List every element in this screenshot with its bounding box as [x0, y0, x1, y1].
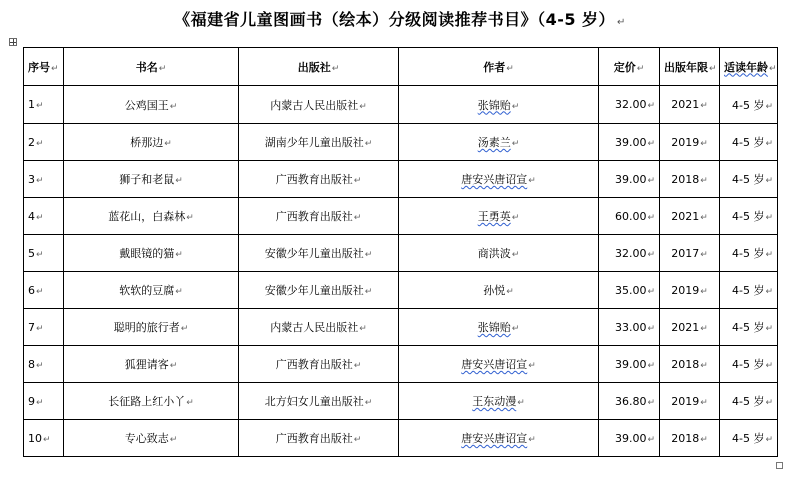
table-resize-handle-icon[interactable]	[776, 462, 783, 469]
cell-year: 2018↵	[660, 161, 720, 198]
header-price: 定价↵	[599, 48, 660, 86]
table-row	[24, 198, 778, 235]
cell-age: 4-5 岁↵	[720, 124, 778, 161]
cell-year: 2018↵	[660, 420, 720, 457]
cell-author: 王东动漫↵	[399, 383, 599, 420]
cell-age: 4-5 岁↵	[720, 272, 778, 309]
cell-no: 5↵	[24, 235, 64, 272]
header-age: 适读年龄↵	[720, 48, 778, 86]
cell-price: 35.00↵	[599, 272, 660, 309]
cell-title: 戴眼镜的猫↵	[64, 235, 239, 272]
table-row	[24, 235, 778, 272]
cell-publisher: 安徽少年儿童出版社↵	[239, 272, 399, 309]
header-year: 出版年限↵	[660, 48, 720, 86]
header-title: 书名↵	[64, 48, 239, 86]
cell-author: 汤素兰↵	[399, 124, 599, 161]
cell-price: 39.00↵	[599, 161, 660, 198]
cell-publisher: 广西教育出版社↵	[239, 198, 399, 235]
cell-year: 2021↵	[660, 309, 720, 346]
cell-author: 王勇英↵	[399, 198, 599, 235]
document-title	[0, 9, 800, 34]
cell-title: 桥那边↵	[64, 124, 239, 161]
cell-publisher: 广西教育出版社↵	[239, 420, 399, 457]
table-body	[24, 86, 778, 457]
table-row	[24, 383, 778, 420]
cell-price: 39.00↵	[599, 420, 660, 457]
cell-title: 聪明的旅行者↵	[64, 309, 239, 346]
cell-author: 张锦贻↵	[399, 309, 599, 346]
cell-no: 8↵	[24, 346, 64, 383]
cell-price: 36.80↵	[599, 383, 660, 420]
cell-no: 2↵	[24, 124, 64, 161]
cell-price: 39.00↵	[599, 124, 660, 161]
table-header-row	[24, 48, 778, 86]
table-row	[24, 161, 778, 198]
header-publisher: 出版社↵	[239, 48, 399, 86]
cell-price: 33.00↵	[599, 309, 660, 346]
cell-no: 6↵	[24, 272, 64, 309]
table-move-handle-icon[interactable]	[9, 38, 17, 46]
cell-year: 2018↵	[660, 346, 720, 383]
table-row	[24, 309, 778, 346]
cell-age: 4-5 岁↵	[720, 346, 778, 383]
cell-no: 1↵	[24, 86, 64, 124]
cell-publisher: 湖南少年儿童出版社↵	[239, 124, 399, 161]
cell-age: 4-5 岁↵	[720, 420, 778, 457]
table-row	[24, 272, 778, 309]
cell-age: 4-5 岁↵	[720, 383, 778, 420]
cell-author: 孙悦↵	[399, 272, 599, 309]
table-row	[24, 124, 778, 161]
cell-title: 公鸡国王↵	[64, 86, 239, 124]
cell-author: 唐安兴唐诏宣↵	[399, 346, 599, 383]
cell-title: 软软的豆腐↵	[64, 272, 239, 309]
paragraph-mark-icon: ↵	[617, 17, 626, 28]
cell-year: 2019↵	[660, 272, 720, 309]
cell-title: 狐狸请客↵	[64, 346, 239, 383]
cell-publisher: 内蒙古人民出版社↵	[239, 309, 399, 346]
cell-author: 唐安兴唐诏宣↵	[399, 420, 599, 457]
cell-price: 39.00↵	[599, 346, 660, 383]
document-title-text: 《福建省儿童图画书（绘本）分级阅读推荐书目》（4-5 岁）	[174, 10, 616, 29]
cell-author: 张锦贻↵	[399, 86, 599, 124]
cell-price: 60.00↵	[599, 198, 660, 235]
cell-year: 2019↵	[660, 383, 720, 420]
cell-age: 4-5 岁↵	[720, 161, 778, 198]
cell-author: 商洪波↵	[399, 235, 599, 272]
book-list-table	[23, 47, 778, 457]
cell-no: 3↵	[24, 161, 64, 198]
cell-year: 2021↵	[660, 86, 720, 124]
table-row	[24, 420, 778, 457]
cell-age: 4-5 岁↵	[720, 86, 778, 124]
cell-no: 4↵	[24, 198, 64, 235]
cell-price: 32.00↵	[599, 235, 660, 272]
cell-year: 2019↵	[660, 124, 720, 161]
table-row	[24, 346, 778, 383]
header-no: 序号↵	[24, 48, 64, 86]
cell-age: 4-5 岁↵	[720, 198, 778, 235]
cell-age: 4-5 岁↵	[720, 235, 778, 272]
cell-publisher: 安徽少年儿童出版社↵	[239, 235, 399, 272]
cell-publisher: 广西教育出版社↵	[239, 161, 399, 198]
cell-publisher: 内蒙古人民出版社↵	[239, 86, 399, 124]
cell-no: 7↵	[24, 309, 64, 346]
cell-title: 专心致志↵	[64, 420, 239, 457]
cell-title: 蓝花山，白森林↵	[64, 198, 239, 235]
cell-no: 10↵	[24, 420, 64, 457]
cell-price: 32.00↵	[599, 86, 660, 124]
cell-age: 4-5 岁↵	[720, 309, 778, 346]
cell-title: 长征路上红小丫↵	[64, 383, 239, 420]
cell-publisher: 北方妇女儿童出版社↵	[239, 383, 399, 420]
cell-year: 2021↵	[660, 198, 720, 235]
table-row	[24, 86, 778, 124]
cell-title: 狮子和老鼠↵	[64, 161, 239, 198]
cell-no: 9↵	[24, 383, 64, 420]
cell-author: 唐安兴唐诏宣↵	[399, 161, 599, 198]
cell-year: 2017↵	[660, 235, 720, 272]
cell-publisher: 广西教育出版社↵	[239, 346, 399, 383]
header-author: 作者↵	[399, 48, 599, 86]
